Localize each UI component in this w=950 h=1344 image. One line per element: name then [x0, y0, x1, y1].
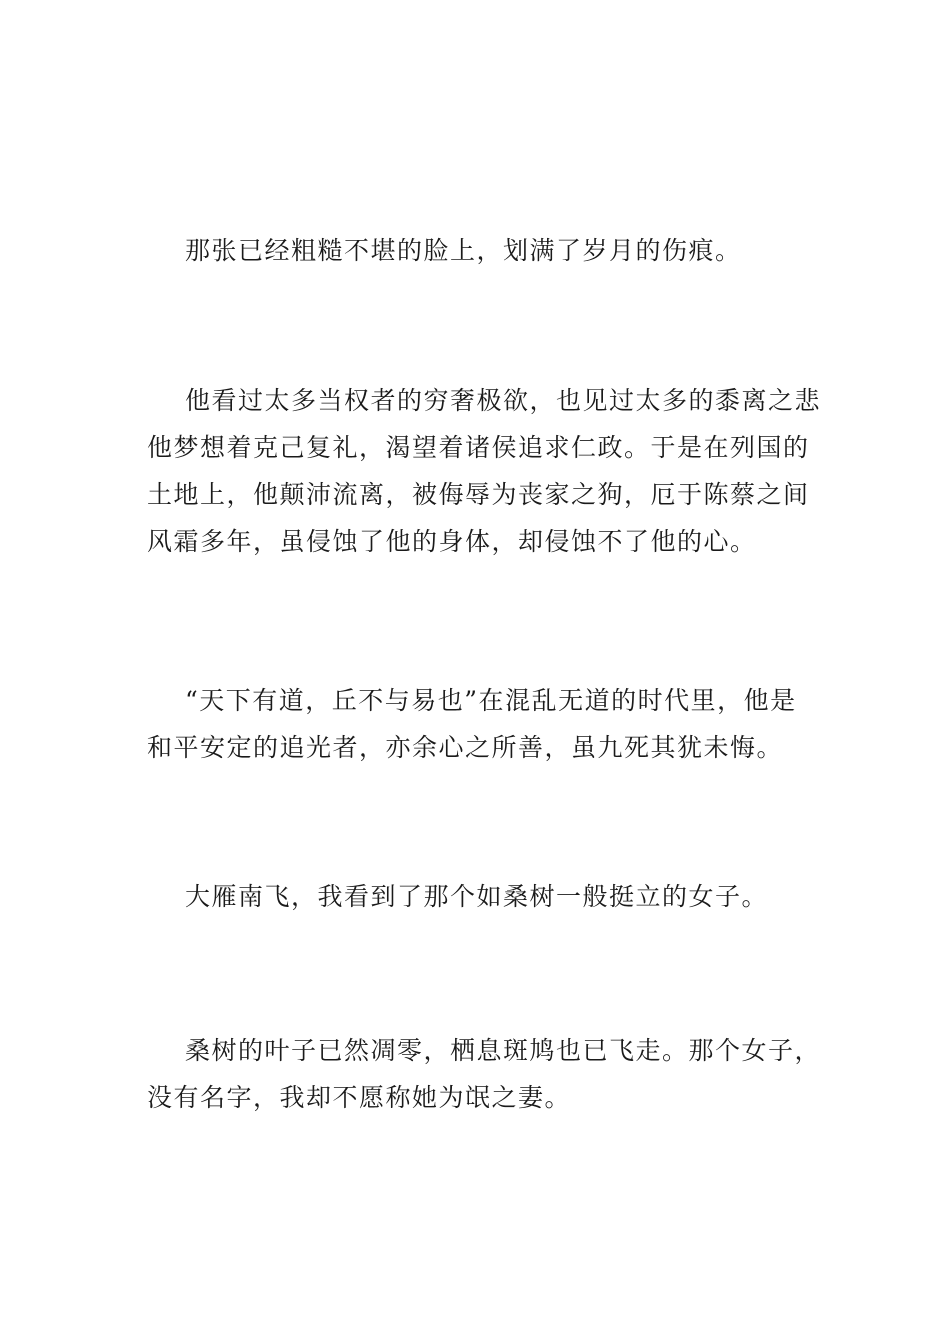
text-line: 他看过太多当权者的穷奢极欲，也见过太多的黍离之悲: [185, 386, 822, 415]
paragraph: [147, 377, 822, 565]
text-line: 和平安定的追光者，亦余心之所善，虽九死其犹未悔。: [147, 733, 784, 762]
text-line: 风霜多年，虽侵蚀了他的身体，却侵蚀不了他的心。: [147, 527, 757, 556]
paragraph: [147, 1027, 822, 1121]
paragraph: [147, 227, 819, 274]
text-line: 没有名字，我却不愿称她为氓之妻。: [147, 1083, 572, 1112]
text-line: 土地上，他颠沛流离，被侮辱为丧家之狗，厄于陈蔡之间: [147, 480, 810, 509]
text-line: 大雁南飞，我看到了那个如桑树一般挺立的女子。: [185, 882, 769, 911]
text-line: 那张已经粗糙不堪的脸上，划满了岁月的伤痕。: [185, 236, 742, 265]
text-line: “天下有道，丘不与易也”在混乱无道的时代里，他是: [185, 686, 797, 715]
paragraph: [147, 873, 819, 920]
text-line: 桑树的叶子已然凋零，栖息斑鸠也已飞走。那个女子，: [185, 1036, 822, 1065]
text-line: 他梦想着克己复礼，渴望着诸侯追求仁政。于是在列国的: [147, 433, 810, 462]
paragraph: [147, 677, 819, 771]
